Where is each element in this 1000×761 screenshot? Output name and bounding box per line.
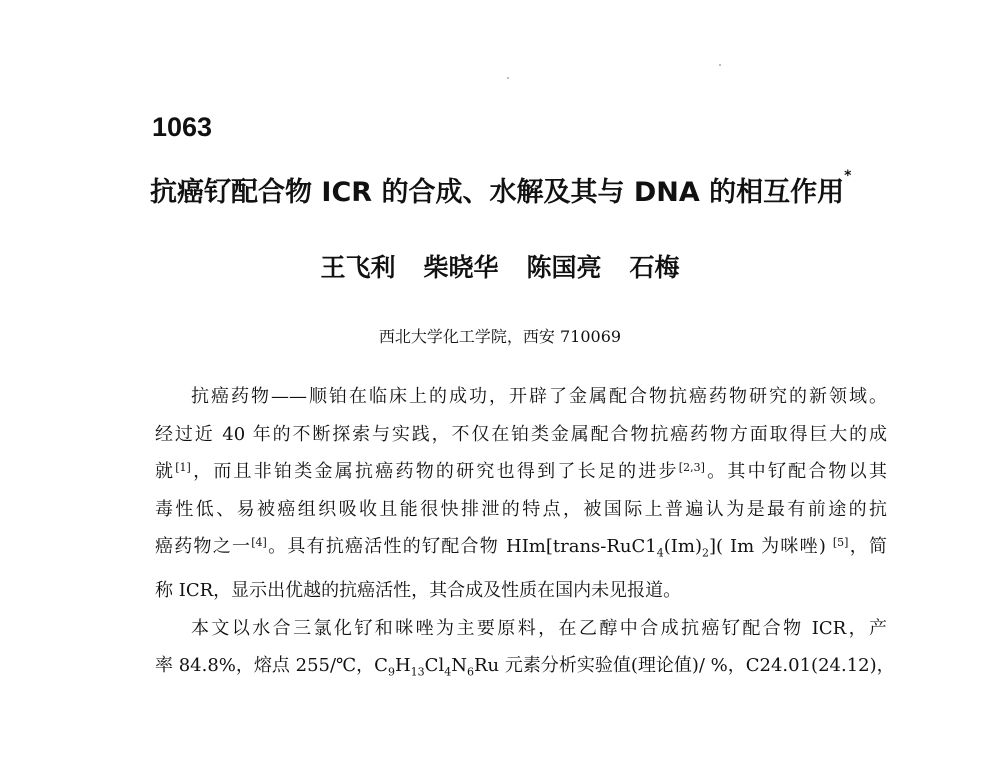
subscript: 9 — [387, 665, 395, 679]
author-name: 陈国亮 — [526, 253, 602, 282]
author-name: 石梅 — [629, 253, 680, 282]
text-span: ，简 — [848, 536, 887, 557]
scan-speck — [507, 77, 509, 79]
text-line: 毒性低、易被癌组织吸收且能很快排泄的特点，被国际上普遍认为是最有前途的抗 — [155, 498, 887, 520]
author-name: 柴晓华 — [423, 253, 499, 282]
subscript: 4 — [656, 546, 664, 560]
author-name: 王飞利 — [320, 253, 396, 282]
text-span: ，而且非铂类金属抗癌药物的研究也得到了长足的进步 — [190, 461, 679, 482]
citation-ref: [2,3] — [678, 461, 705, 474]
subscript: 2 — [701, 546, 709, 560]
text-span: 就 — [155, 461, 176, 482]
text-span: 。其中钌配合物以其 — [704, 461, 888, 482]
citation-ref: [4] — [251, 536, 267, 549]
text-span: ]( Im 为咪唑) — [708, 536, 826, 557]
text-span: 率 84.8%，熔点 255/℃，C — [155, 655, 388, 677]
subscript: 13 — [410, 665, 425, 679]
text-line — [155, 647, 895, 691]
scan-speck — [719, 64, 721, 66]
text-span: (Im) — [663, 536, 702, 557]
paper-title-text: 抗癌钌配合物 ICR 的合成、水解及其与 DNA 的相互作用 — [150, 177, 845, 208]
citation-ref: [5] — [832, 536, 849, 549]
text-line — [155, 453, 887, 491]
paragraph-2 — [155, 610, 895, 692]
title-footnote-mark: * — [844, 168, 852, 184]
text-line: 称 ICR，显示出优越的抗癌活性，其合成及性质在国内未见报道。 — [155, 580, 682, 602]
text-span: N — [451, 655, 467, 677]
page-number: 1063 — [152, 112, 213, 142]
paper-title — [150, 170, 910, 209]
text-line: 抗癌药物——顺铂在临床上的成功，开辟了金属配合物抗癌药物研究的新领域。 — [191, 386, 887, 407]
text-line: 本文以水合三氯化钌和咪唑为主要原料，在乙醇中合成抗癌钌配合物 ICR，产 — [191, 617, 887, 639]
text-span: H — [394, 655, 411, 677]
text-span: Ru 元素分析实验值(理论值)/ %，C24.01(24.12)， — [473, 655, 895, 677]
subscript: 6 — [466, 665, 474, 679]
text-span: 癌药物之一 — [155, 536, 252, 557]
author-list — [0, 248, 1000, 284]
text-span: 。具有抗癌活性的钌配合物 HIm[trans-RuC1 — [266, 536, 657, 557]
body-text — [155, 378, 895, 691]
text-line: 经过近 40 年的不断探索与实践，不仅在铂类金属配合物抗癌药物方面取得巨大的成 — [155, 423, 887, 445]
text-line — [155, 528, 887, 572]
text-span: Cl — [424, 655, 445, 677]
paragraph-1 — [155, 378, 887, 610]
subscript: 4 — [444, 665, 452, 679]
affiliation: 西北大学化工学院，西安 710069 — [378, 327, 622, 346]
citation-ref: [1] — [175, 461, 191, 474]
